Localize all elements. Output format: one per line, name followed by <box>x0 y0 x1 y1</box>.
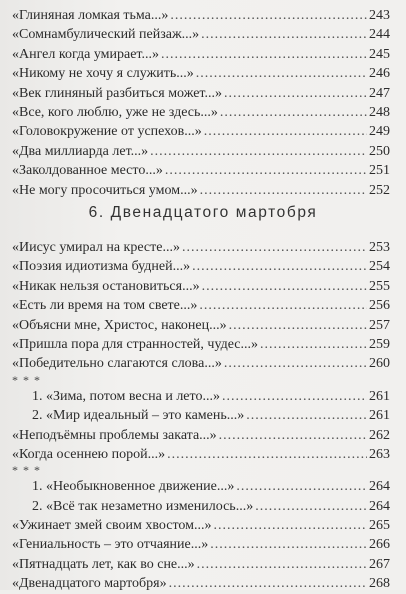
dot-leader <box>169 574 367 593</box>
toc-entry-title: «Никому не хочу я служить...» <box>12 66 194 82</box>
toc-entry <box>12 161 390 180</box>
toc-entry <box>12 316 390 335</box>
toc-entry-page-number: 261 <box>369 408 390 424</box>
toc-entry-page-number: 261 <box>369 388 390 404</box>
section-heading: 6. Двенадцатого мартобря <box>88 204 318 221</box>
dot-leader <box>222 387 367 406</box>
toc-entry <box>12 277 390 296</box>
toc-entry-title: 2. «Всё так незаметно изменилось...» <box>32 498 254 514</box>
toc-list-part-6 <box>12 238 390 594</box>
dot-leader <box>229 316 367 335</box>
toc-entry-page-number: 253 <box>369 240 390 255</box>
toc-entry-page-number: 255 <box>369 278 390 294</box>
dot-leader <box>246 406 367 425</box>
toc-entry-page-number: 268 <box>369 576 390 592</box>
toc-entry-title: «Иисус умирал на кресте...» <box>12 240 180 255</box>
toc-entry <box>12 142 390 161</box>
section-separator-stars: * * * <box>12 372 41 387</box>
toc-entry-page-number: 263 <box>369 446 390 462</box>
toc-entry-title: «Никак нельзя остановиться...» <box>12 278 200 294</box>
dot-leader <box>213 516 367 535</box>
toc-entry-title: 1. «Необыкновенное движение...» <box>32 479 235 495</box>
dot-leader <box>236 477 367 496</box>
section-separator-stars: * * * <box>12 463 41 478</box>
toc-entry-title: «Гениальность – это отчаяние...» <box>12 537 209 553</box>
toc-entry <box>12 387 390 406</box>
toc-entry-page-number: 250 <box>369 143 390 159</box>
toc-entry-page-number: 257 <box>369 317 390 333</box>
dot-leader <box>197 555 367 574</box>
toc-entry <box>12 426 390 445</box>
toc-entry-page-number: 254 <box>369 259 390 275</box>
toc-entry <box>12 354 390 373</box>
toc-entry-title: «Победительно слагаются слова...» <box>12 356 222 372</box>
toc-entry-title: «Не могу просочиться умом...» <box>12 182 198 198</box>
toc-entry <box>12 122 390 141</box>
toc-entry <box>12 445 390 464</box>
toc-entry <box>12 6 390 25</box>
toc-entry-title: «Глиняная ломкая тьма...» <box>12 8 169 23</box>
toc-entry-page-number: 247 <box>369 85 390 101</box>
toc-entry <box>12 84 390 103</box>
toc-entry-page-number: 245 <box>369 46 390 62</box>
toc-entry-page-number: 264 <box>369 498 390 514</box>
toc-entry <box>12 64 390 83</box>
dot-leader <box>219 426 367 445</box>
toc-entry <box>12 181 390 200</box>
dot-leader <box>200 181 367 200</box>
toc-entry <box>12 45 390 64</box>
toc-entry-title: «Заколдованное место...» <box>12 163 163 179</box>
dot-leader <box>165 161 367 180</box>
toc-entry-title: 2. «Мир идеальный – это камень...» <box>32 408 245 424</box>
dot-leader <box>204 122 367 141</box>
toc-entry <box>12 406 390 425</box>
toc-entry <box>12 296 390 315</box>
toc-entry <box>12 477 390 496</box>
toc-entry-title: «Сомнамбулический пейзаж...» <box>12 27 200 43</box>
dot-leader <box>255 497 367 516</box>
toc-entry-title: «Двенадцатого мартобря» <box>12 576 167 592</box>
toc-entry-page-number: 259 <box>369 336 390 352</box>
toc-entry <box>12 25 390 44</box>
toc-entry-title: «Ужинает змей своим хвостом...» <box>12 518 212 534</box>
dot-leader <box>196 64 367 83</box>
toc-entry-title: «Пятнадцать лет, как во сне...» <box>12 556 195 572</box>
dot-leader <box>220 103 367 122</box>
toc-entry-title: 1. «Зима, потом весна и лето...» <box>32 388 220 404</box>
dot-leader <box>224 84 367 103</box>
toc-entry-title: «Неподъёмны проблемы заката...» <box>12 427 217 443</box>
toc-entry-page-number: 262 <box>369 427 390 443</box>
toc-entry <box>12 535 390 554</box>
toc-entry-title: «Пришла пора для странностей, чудес...» <box>12 336 258 352</box>
dot-leader <box>167 445 367 464</box>
toc-entry <box>12 103 390 122</box>
toc-entry-page-number: 265 <box>369 518 390 534</box>
dot-leader <box>150 142 367 161</box>
dot-leader <box>224 354 367 373</box>
toc-entry-title: «Объясни мне, Христос, наконец...» <box>12 317 227 333</box>
toc-entry <box>12 238 390 257</box>
toc-entry-title: «Есть ли время на том свете...» <box>12 298 198 314</box>
dot-leader <box>192 257 367 276</box>
toc-entry-page-number: 249 <box>369 124 390 140</box>
toc-entry-page-number: 243 <box>369 8 390 23</box>
toc-entry <box>12 555 390 574</box>
dot-leader <box>210 535 367 554</box>
toc-entry-page-number: 264 <box>369 479 390 495</box>
dot-leader <box>202 277 367 296</box>
toc-entry-title: «Ангел когда умирает...» <box>12 46 159 62</box>
toc-entry-page-number: 267 <box>369 556 390 572</box>
toc-entry <box>12 335 390 354</box>
toc-entry <box>12 574 390 593</box>
dot-leader <box>170 6 367 25</box>
toc-entry-page-number: 260 <box>369 356 390 372</box>
toc-entry <box>12 257 390 276</box>
toc-entry-page-number: 251 <box>369 163 390 179</box>
toc-entry <box>12 497 390 516</box>
toc-entry-page-number: 252 <box>369 182 390 198</box>
toc-entry-title: «Все, кого люблю, уже не здесь...» <box>12 104 218 120</box>
toc-entry-title: «Когда осеннею порой...» <box>12 446 166 462</box>
dot-leader <box>199 296 367 315</box>
toc-list-part-5 <box>12 6 390 200</box>
toc-entry-page-number: 244 <box>369 27 390 43</box>
toc-entry <box>12 516 390 535</box>
toc-entry-title: «Поэзия идиотизма будней...» <box>12 259 191 275</box>
toc-entry-title: «Головокружение от успехов...» <box>12 124 202 140</box>
toc-entry-title: «Два миллиарда лет...» <box>12 143 149 159</box>
dot-leader <box>182 238 367 257</box>
dot-leader <box>161 45 367 64</box>
dot-leader <box>260 335 367 354</box>
toc-entry-page-number: 246 <box>369 66 390 82</box>
dot-leader <box>201 25 367 44</box>
toc-entry-title: «Век глиняный разбиться может...» <box>12 85 222 101</box>
toc-entry-page-number: 248 <box>369 104 390 120</box>
toc-entry-page-number: 256 <box>369 298 390 314</box>
toc-entry-page-number: 266 <box>369 537 390 553</box>
